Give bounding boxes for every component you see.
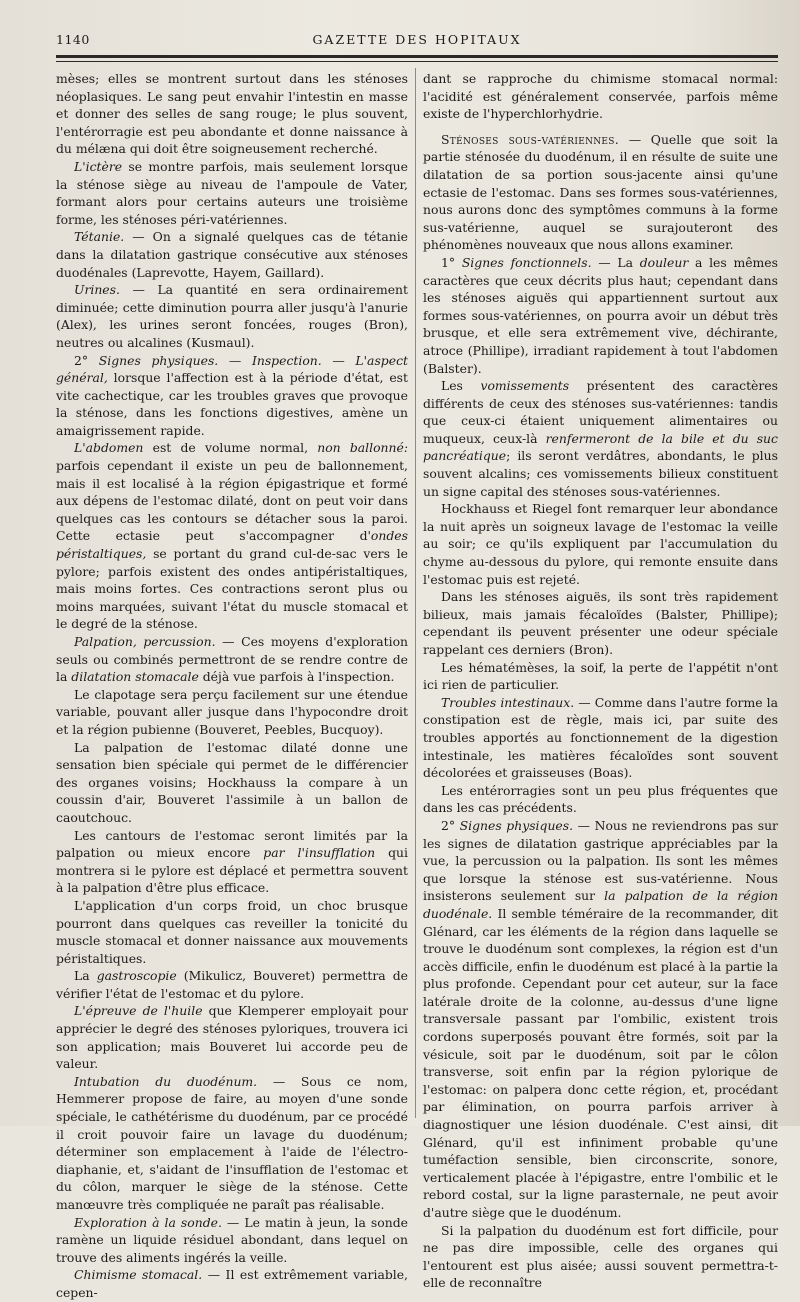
text: se portant du grand cul-de-sac vers le pylore; parfois existent des ondes antipéristaltiques, mais moins fortes. Ces contractions seront plus ou moins marquées, suivant l'état du muscle stomacal et le degré de la sténose. (56, 546, 408, 632)
paragraph (56, 1002, 408, 1072)
publication-title: GAZETTE DES HOPITAUX (312, 32, 522, 47)
italic-text: Signes physiques. — Inspection. — L'aspect général, (56, 352, 408, 386)
left-column (56, 70, 409, 1300)
text: Hockhauss et Riegel font remarquer leur abondance la nuit après un soigneux lavage de l'estomac la veille au soir; ce qu'ils expliquent par l'accumulation du chyme au-dessous du pylore, qui remonte ensuite dans l'estomac puis est rejeté. (423, 501, 778, 587)
italic-text: ondes péristaltiques, (56, 528, 408, 562)
italic-text: par l'insufflation (263, 845, 376, 861)
italic-text: Chimisme stomacal. (74, 1267, 203, 1283)
paragraph (56, 1073, 408, 1214)
text: Les (441, 378, 481, 394)
italic-text: renfermeront de la bile et du suc pancréatique (423, 430, 778, 464)
italic-text: douleur (639, 254, 689, 270)
italic-text: dilatation stomacale (71, 669, 199, 685)
text: parfois cependant il existe un peu de ballonnement, mais il est localisé à la région épigastrique et formé aux dépens de l'estomac dilaté, dont on peut voir dans quelques cas les contours se détacher sous la paroi. Cette ectasie peut s'accompagner d' (56, 458, 408, 544)
paragraph (423, 131, 778, 254)
paragraph (56, 897, 408, 967)
text: Les hématémèses, la soif, la perte de l'appétit n'ont ici rien de particulier. (423, 659, 778, 693)
paragraph (56, 158, 408, 228)
paragraph (423, 377, 778, 500)
paragraph (56, 70, 408, 158)
italic-text: Intubation du duodénum. (74, 1073, 258, 1089)
text: lorsque l'affection est à la période d'état, est vite cachectique, car les troubles graves que provoque la sténose, dans les fonctions digestives, amène un amaigrissement rapide. (56, 370, 408, 438)
italic-text: L'épreuve de l'huile (74, 1003, 203, 1019)
text: Dans les sténoses aiguës, ils sont très rapidement bilieux, mais jamais fécaloïdes (Balster, Phillipe); cependant ils peuvent présenter une odeur spéciale rappelant ces derniers (Bron). (423, 589, 778, 657)
text: — Comme dans l'autre forme la constipation est de règle, mais ici, par suite des troubles apportés au fonctionnement de la digestion intestinale, les matières fécaloïdes sont souvent décolorées et graisseuses (Boas). (423, 694, 778, 781)
text: Si la palpation du duodénum est fort difficile, pour ne pas dire impossible, celle des organes qui l'entourent est plus aisée; aussi souvent permettra-t-elle de reconnaître (423, 1222, 778, 1291)
italic-text: non ballonné: (317, 440, 409, 456)
text: — Le matin à jeun, la sonde ramène un liquide résiduel abondant, dans lequel on trouve des aliments ingérés la veille. (56, 1214, 408, 1265)
text: 2° (74, 352, 99, 368)
page-number: 1140 (56, 32, 90, 47)
text: — Quelle que soit la partie sténosée du duodénum, il en résulte de suite une dilatation de sa portion sous-jacente ainsi qu'une ectasie de l'estomac. Dans ses formes sous-vatériennes, nous aurons donc des symptômes communs à la forme sus-vatérienne, auquel se surajouteront des phénomènes nouveaux que nous allons examiner. (423, 131, 778, 253)
paragraph (56, 228, 408, 281)
paragraph (423, 70, 778, 123)
text: — Il est extrêmement variable, cepen- (56, 1267, 408, 1300)
italic-text: gastroscopie (96, 968, 177, 984)
text: ; ils seront verdâtres, abondants, le plus souvent alcalins; ces vomissements bilieux constituent un signe capital des sténoses sous-vatériennes. (423, 448, 778, 499)
paragraph (56, 739, 408, 827)
italic-text: Signes physiques. (459, 817, 574, 833)
paragraph (423, 659, 778, 694)
italic-text: L'abdomen (74, 440, 144, 456)
text: Le clapotage sera perçu facilement sur une étendue variable, pouvant aller jusque dans l'hypocondre droit et la région pubienne (Bouveret, Peebles, Bucquoy). (56, 686, 408, 737)
text: se montre parfois, mais seulement lorsque la sténose siège au niveau de l'ampoule de Vater, formant alors pour certains auteurs une troisième forme, les sténoses péri-vatériennes. (56, 158, 408, 227)
paragraph (56, 1214, 408, 1267)
italic-text: Tétanie. (74, 229, 125, 245)
italic-text: Urines. (74, 282, 120, 298)
paragraph (423, 782, 778, 817)
paragraph (56, 352, 408, 440)
paragraph (56, 827, 408, 897)
italic-text: vomissements (480, 378, 570, 394)
text: a les mêmes caractères que ceux décrits plus haut; cependant dans les sténoses aiguës qui appartiennent surtout aux formes sous-vatériennes, on pourra avoir un début très brusque, et elle sera extrêmement vive, déchirante, atroce (Phillipe), irradiant rapidement à tout l'abdomen (Balster). (423, 254, 778, 376)
text: La (74, 968, 97, 984)
paragraph (423, 694, 778, 782)
paragraph (56, 633, 408, 686)
italic-text: la palpation de la région duodénale. (423, 888, 778, 921)
text: La palpation de l'estomac dilaté donne une sensation bien spéciale qui permet de le différencier des organes voisins; Hockhauss la compare à un coussin d'air, Bouveret l'assimile à un ballon de caoutchouc. (56, 739, 408, 825)
italic-text: Signes fonctionnels. (461, 254, 592, 270)
paragraph (423, 817, 778, 1222)
text: que Klemperer employait pour apprécier le degré des sténoses pyloriques, trouvera ici son application; mais Bouveret lui accorde peu de valeur. (56, 1003, 408, 1072)
text: dant se rapproche du chimisme stomacal normal: l'acidité est généralement conservée, parfois même existe de l'hyperchlorhydrie. (423, 71, 778, 122)
column-divider (415, 68, 416, 1118)
page-header (56, 32, 778, 52)
paragraph (423, 588, 778, 658)
section-gap (423, 123, 778, 131)
paragraph (56, 686, 408, 739)
italic-text: L'ictère (74, 158, 123, 174)
paragraph (56, 439, 408, 633)
italic-text: Troubles intestinaux. (441, 694, 575, 710)
text: — Sous ce nom, Hemmerer propose de faire, au moyen d'une sonde spéciale, le cathétérisme du duodénum, par ce procédé il croit pouvoir faire un lavage du duodénum; déterminer son emplacement à l'aide de l'électro-diaphanie, et, s'aidant de l'insufflation de l'estomac et du côlon, marquer le siège de la sténose. Cette manœuvre très compliquée ne paraît pas réalisable. (56, 1073, 408, 1212)
paragraph (423, 254, 778, 377)
paragraph (56, 1266, 408, 1301)
header-rule-thin (56, 61, 778, 62)
paragraph (423, 500, 778, 588)
text: — On a signalé quelques cas de tétanie dans la dilatation gastrique consécutive aux sténoses duodénales (Laprevotte, Hayem, Gaillard). (56, 229, 408, 280)
header-rule-thick (56, 55, 778, 58)
text: présentent des caractères différents de ceux des sténoses sus-vatériennes: tandis que ceux-ci étaient uniquement alimentaires ou muqueux, ceux-là (423, 378, 778, 446)
section-heading: Sténoses sous-vatériennes. (441, 131, 619, 147)
text: — Ces moyens d'exploration seuls ou combinés permettront de se rendre contre de la (56, 634, 409, 685)
text: Les cantours de l'estomac seront limités par la palpation ou mieux encore (56, 827, 408, 861)
text: mèses; elles se montrent surtout dans les sténoses néoplasiques. Le sang peut envahir l'intestin en masse et donner des selles de sang rouge; le plus souvent, l'entérorragie est peu abondante et donne naissance à du mélæna qui doit être soigneusement recherché. (56, 71, 408, 157)
text: 1° (441, 254, 462, 270)
text: — Nous ne reviendrons pas sur les signes de dilatation gastrique appréciables par la vue, la percussion ou la palpation. Ils sont les mêmes que lorsque la sténose est sus-vatérienne. Nous insisterons seulement sur (423, 817, 778, 904)
text: (Mikulicz, Bouveret) permettra de vérifier l'état de l'estomac et du pylore. (56, 968, 409, 1001)
text: est de volume normal, (143, 440, 318, 456)
text: L'application d'un corps froid, un choc brusque pourront dans quelques cas reveiller la tonicité du muscle stomacal et donner naissance aux mouvements péristaltiques. (56, 897, 408, 966)
text: qui montrera si le pylore est déplacé et permettra souvent à la palpation d'être plus efficace. (56, 845, 408, 896)
text: Il semble téméraire de la recommander, dit Glénard, car les éléments de la région dans laquelle se trouve le duodénum sont complexes, la région est d'un accès difficile, enfin le duodénum est placé à la partie la plus profonde. Cependant pour cet auteur, sur la face latérale droite de la colonne, au-dessus d'une ligne transversale passant par l'ombilic, existent trois cordons superposés pouvant être formés, soit par la vésicule, soit par le duodénum, soit par le côlon transverse, soit enfin par la région pylorique de l'estomac: on palpera donc cette région, et, procédant par élimination, on pourra parfois arriver à diagnostiquer une lésion duodénale. C'est ainsi, dit Glénard, qu'il est infiniment probable qu'une tuméfaction sensible, bien circonscrite, sonore, verticalement placée à l'épigastre, entre l'ombilic et le rebord costal, sur la ligne parasternale, ne peut avoir d'autre siège que le duodénum. (423, 905, 778, 1220)
text: déjà vue parfois à l'inspection. (198, 669, 395, 685)
paragraph (56, 967, 408, 1002)
text: 2° (441, 817, 460, 833)
text: — La quantité en sera ordinairement diminuée; cette diminution pourra aller jusqu'à l'anurie (Alex), les urines seront foncées, rouges (Bron), neutres ou alcalines (Kusmaul). (56, 282, 408, 350)
paragraph (423, 1222, 778, 1292)
paragraph (56, 281, 408, 351)
text: — La (591, 254, 640, 270)
text: Les entérorragies sont un peu plus fréquentes que dans les cas précédents. (423, 782, 778, 816)
italic-text: Palpation, percussion. (74, 634, 216, 649)
right-column (423, 70, 778, 1291)
italic-text: Exploration à la sonde. (74, 1214, 222, 1230)
